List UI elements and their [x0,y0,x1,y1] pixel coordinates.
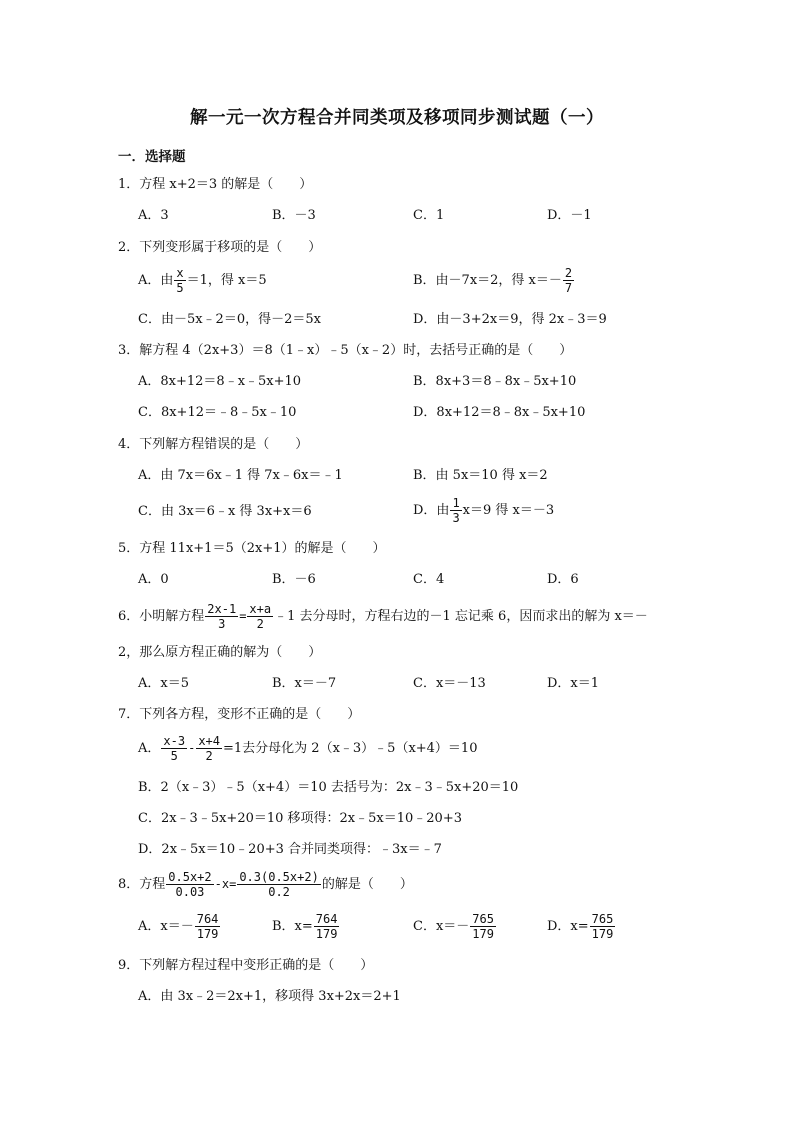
q6-pre: 6．小明解方程 [118,609,205,624]
q7-option-c: C．2x﹣3﹣5x+20＝10 移项得：2x﹣5x＝10﹣20+3 [138,811,462,826]
q2-b-pre: B．由－7x＝2，得 x＝－ [413,273,562,288]
q8-option-d [547,912,616,941]
q8-pre: 8．方程 [118,877,166,892]
numerator: x+4 [198,734,220,748]
q5-option-c: C．4 [413,572,445,587]
fraction [166,870,213,899]
q4-option-a: A．由 7x＝6x﹣1 得 7x﹣6x＝﹣1 [138,468,343,483]
q6-option-d: D．x＝1 [547,676,600,691]
q3-option-b: B．8x+3＝8﹣8x﹣5x+10 [413,374,577,389]
q3-option-c: C．8x+12＝﹣8﹣5x﹣10 [138,405,297,420]
q7-stem: 7．下列各方程，变形不正确的是（ ） [118,707,361,722]
q8-option-c [413,912,497,941]
q8-option-b [272,912,340,941]
q8-stem [118,870,413,899]
q8-a-pre: A．x＝－ [138,919,194,934]
fraction [205,602,238,631]
denominator: 5 [176,281,184,295]
q4-stem: 4．下列解方程错误的是（ ） [118,437,309,452]
q4-d-pre: D．由 [413,503,450,518]
q7-option-b: B．2（x﹣3）﹣5（x+4）＝10 去括号为：2x﹣3﹣5x+20＝10 [138,780,519,795]
denominator: 5 [170,749,178,763]
q8-c-pre: C．x＝－ [413,919,470,934]
fraction [195,912,221,941]
q9-stem: 9．下列解方程过程中变形正确的是（ ） [118,958,374,973]
q8-option-a [138,912,221,941]
q5-option-b: B．－6 [272,572,316,587]
q2-option-c: C．由－5x﹣2＝0，得－2＝5x [138,312,321,327]
fraction [247,602,273,631]
fraction [314,912,340,941]
fraction [196,734,222,763]
q6-post: ﹣1 去分母时，方程右边的－1 忘记乘 6，因而求出的解为 x＝－ [274,609,648,624]
q4-d-post: x＝9 得 x＝－3 [462,503,555,518]
q2-a-pre: A．由 [138,273,174,288]
q4-option-c: C．由 3x＝6﹣x 得 3x+x＝6 [138,504,312,519]
numerator: 1 [452,496,460,510]
denominator: 179 [315,927,338,941]
minus-sign: - [188,741,196,755]
q6-stem [118,602,648,631]
q2-option-d: D．由－3+2x＝9，得 2x﹣3＝9 [413,312,607,327]
q7-option-d: D．2x﹣5x＝10﹣20+3 合并同类项得：﹣3x＝﹣7 [138,842,442,857]
q4-option-d [413,496,554,525]
numerator: x+a [249,602,272,616]
q8-d-pre: D．x= [547,919,589,934]
denominator: 179 [196,927,219,941]
numerator: 765 [472,912,494,926]
q2-stem: 2．下列变形属于移项的是（ ） [118,240,322,255]
q9-option-a: A．由 3x﹣2＝2x+1，移项得 3x+2x＝2+1 [138,989,401,1004]
q1-option-a: A．3 [138,208,169,223]
q4-option-b: B．由 5x＝10 得 x＝2 [413,468,548,483]
numerator: x-3 [163,734,186,748]
fraction [563,266,574,295]
denominator: 7 [564,281,573,295]
numerator: 2 [564,266,573,280]
fraction [174,266,185,295]
q6-stem-line2: 2，那么原方程正确的解为（ ） [118,645,322,660]
numerator: 0.3(0.5x+2) [239,870,319,884]
q7-a-post: =1去分母化为 2（x﹣3）﹣5（x+4）＝10 [223,741,478,756]
q1-stem: 1．方程 x+2＝3 的解是（ ） [118,177,313,192]
fraction [470,912,496,941]
q1-option-c: C．1 [413,208,445,223]
q3-option-a: A．8x+12＝8﹣x﹣5x+10 [138,374,302,389]
q2-a-post: ＝1，得 x＝5 [186,273,267,288]
numerator: 765 [591,912,614,926]
fraction [161,734,187,763]
denominator: 2 [256,617,264,631]
q8-post: 的解是（ ） [321,877,413,892]
q3-option-d: D．8x+12＝8﹣8x﹣5x+10 [413,405,586,420]
numerator: 2x-1 [207,602,237,616]
numerator: x [176,266,184,280]
q6-option-c: C．x＝－13 [413,676,486,691]
q8-mid: -x= [214,877,237,891]
denominator: 3 [218,617,226,631]
q5-stem: 5．方程 11x+1＝5（2x+1）的解是（ ） [118,541,386,556]
q3-stem: 3．解方程 4（2x+3）＝8（1﹣x）﹣5（x﹣2）时，去括号正确的是（ ） [118,343,573,358]
q1-option-d: D．－1 [547,208,592,223]
q6-option-a: A．x＝5 [138,676,189,691]
denominator: 179 [591,927,614,941]
q5-option-a: A．0 [138,572,169,587]
numerator: 764 [196,912,219,926]
q7-a-pre: A． [138,741,161,756]
q6-option-b: B．x＝－7 [272,676,337,691]
numerator: 0.5x+2 [168,870,212,884]
q8-b-pre: B．x= [272,919,313,934]
denominator: 3 [452,511,460,525]
numerator: 764 [315,912,338,926]
section-heading: 一．选择题 [118,149,186,165]
q1-option-b: B．－3 [272,208,316,223]
denominator: 0.2 [268,885,290,899]
fraction [450,496,461,525]
q5-option-d: D．6 [547,572,579,587]
fraction [237,870,320,899]
q2-option-a [138,266,267,295]
page-title: 解一元一次方程合并同类项及移项同步测试题（一） [190,108,604,128]
q7-option-a [138,734,477,763]
denominator: 0.03 [175,885,205,899]
equals-sign: = [239,609,247,623]
denominator: 179 [472,927,494,941]
q2-option-b [413,266,575,295]
fraction [590,912,616,941]
denominator: 2 [205,749,213,763]
